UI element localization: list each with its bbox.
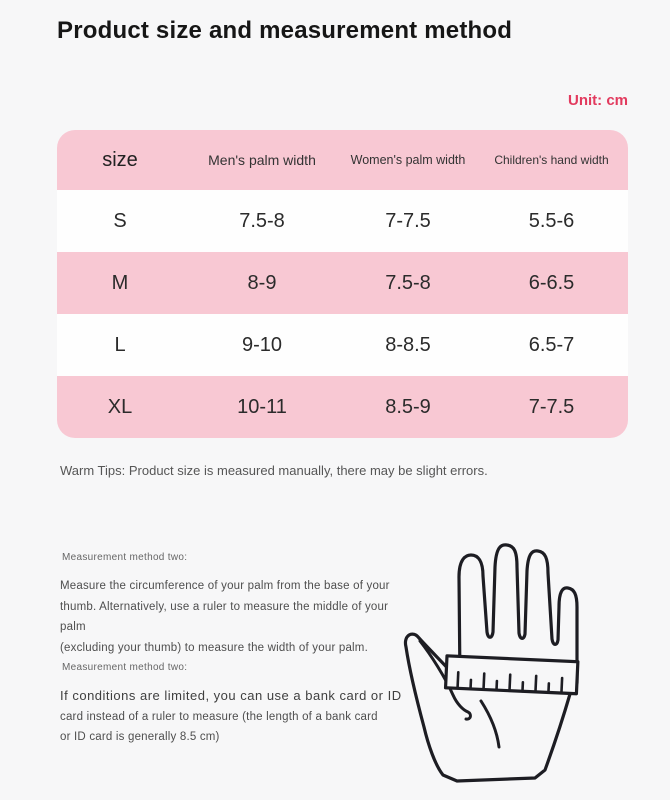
cell-children: 6-6.5 (528, 271, 575, 294)
table-row-xl (57, 376, 628, 438)
hand-ruler-illustration (393, 531, 643, 791)
method-one-line: thumb. Alternatively, use a ruler to measure the middle of your palm (60, 600, 389, 633)
size-table (57, 130, 628, 438)
table-row-m (57, 252, 628, 314)
warm-tips-note: Warm Tips: Product size is measured manually, there may be slight errors. (60, 463, 488, 478)
method-two-line: If conditions are limited, you can use a bank card or ID (60, 688, 402, 703)
cell-size: L (114, 333, 126, 356)
method-two-label: Measurement method two: (62, 662, 188, 673)
cell-children: 6.5-7 (528, 333, 575, 356)
table-header-row (57, 130, 628, 190)
method-two-text (60, 686, 410, 748)
method-one-line: (excluding your thumb) to measure the width of your palm. (60, 641, 368, 654)
cell-men: 7.5-8 (239, 209, 285, 232)
page-title: Product size and measurement method (57, 17, 513, 44)
method-two-line: card instead of a ruler to measure (the length of a bank card (60, 710, 378, 723)
cell-children: 5.5-6 (528, 209, 575, 232)
header-cell-children: Children's hand width (494, 153, 609, 167)
method-two-line: or ID card is generally 8.5 cm) (60, 731, 220, 743)
header-cell-women: Women's palm width (350, 153, 466, 167)
method-one-label: Measurement method two: (62, 552, 188, 563)
unit-label: Unit: cm (568, 92, 628, 109)
cell-size: M (111, 271, 129, 294)
table-row-l (57, 314, 628, 376)
cell-men: 8-9 (247, 271, 277, 294)
cell-size: XL (107, 395, 133, 418)
header-cell-men: Men's palm width (208, 152, 316, 168)
cell-women: 8-8.5 (385, 333, 431, 356)
cell-size: S (113, 209, 127, 232)
method-one-text (60, 576, 410, 658)
cell-children: 7-7.5 (528, 395, 575, 418)
header-cell-size: size (102, 148, 138, 171)
hand-measure-icon (393, 531, 643, 791)
cell-men: 10-11 (237, 395, 287, 418)
cell-women: 7-7.5 (385, 209, 431, 232)
cell-women: 8.5-9 (385, 395, 431, 418)
method-one-line: Measure the circumference of your palm from the base of your (60, 580, 390, 592)
table-row-s (57, 190, 628, 252)
cell-women: 7.5-8 (385, 271, 431, 294)
cell-men: 9-10 (241, 333, 283, 356)
